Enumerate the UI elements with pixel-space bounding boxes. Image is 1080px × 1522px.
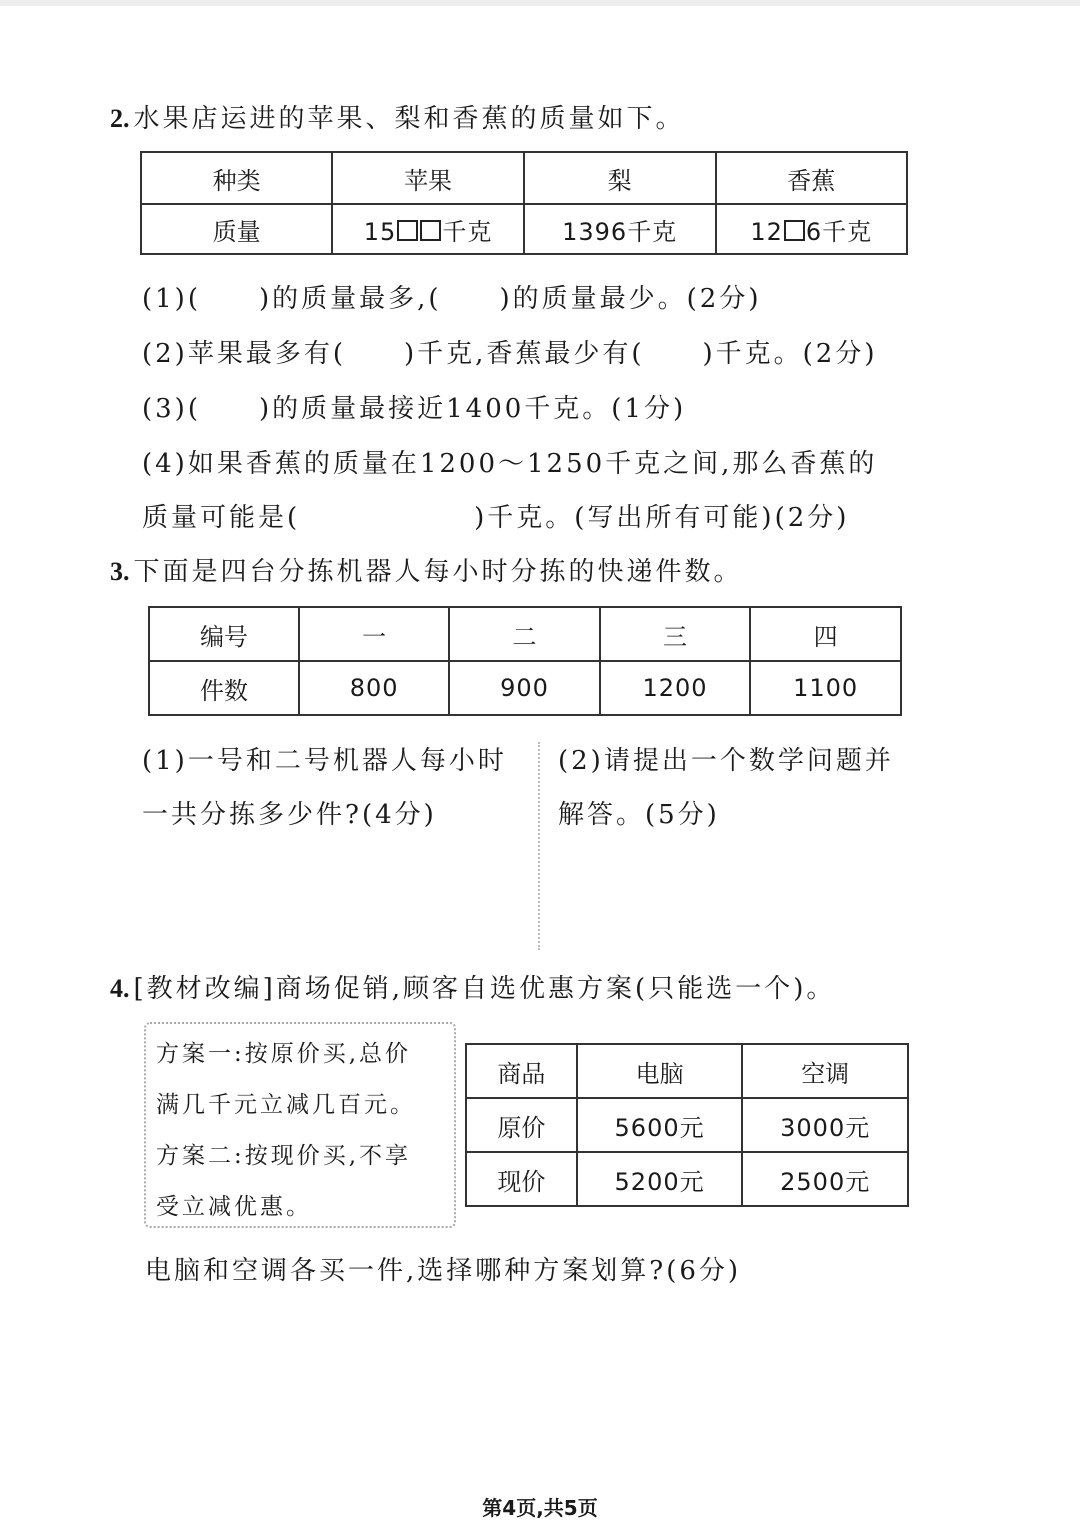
q3-sub2-line1: (2)请提出一个数学问题并 xyxy=(558,746,894,776)
q2-sub4-line2: 质量可能是( )千克。(写出所有可能)(2分) xyxy=(142,503,850,533)
table-cell: 原价 xyxy=(466,1098,577,1152)
q3-heading xyxy=(110,551,743,588)
table-row xyxy=(466,1044,908,1098)
banana-mass-prefix: 12 xyxy=(750,217,783,246)
blank-digit-box xyxy=(420,220,441,241)
table-cell: 件数 xyxy=(149,661,299,715)
plan-line: 方案二:按现价买,不享 xyxy=(156,1143,412,1169)
banana-mass-cell xyxy=(716,204,907,254)
q2-fruit-table xyxy=(140,151,908,255)
table-row xyxy=(149,607,901,661)
q3-sub1-line2: 一共分拣多少件?(4分) xyxy=(142,800,437,830)
table-cell: 梨 xyxy=(524,152,716,204)
banana-mass-suffix: 6千克 xyxy=(805,217,873,246)
table-cell: 编号 xyxy=(149,607,299,661)
table-cell: 三 xyxy=(600,607,751,661)
pear-mass-cell: 1396千克 xyxy=(524,204,716,254)
q3-sub1-line1: (1)一号和二号机器人每小时 xyxy=(142,746,507,776)
table-cell: 商品 xyxy=(466,1044,577,1098)
q4-price-table xyxy=(465,1043,909,1207)
table-cell: 电脑 xyxy=(577,1044,743,1098)
table-cell: 1200 xyxy=(600,661,751,715)
table-cell: 四 xyxy=(750,607,901,661)
q4-number: 4. xyxy=(110,974,130,1003)
page-number: 第4页,共5页 xyxy=(482,1496,598,1520)
table-cell: 一 xyxy=(299,607,449,661)
q3-title: 下面是四台分拣机器人每小时分拣的快递件数。 xyxy=(133,557,743,587)
q2-title: 水果店运进的苹果、梨和香蕉的质量如下。 xyxy=(133,104,685,134)
plan-line: 受立减优惠。 xyxy=(156,1194,312,1220)
table-cell: 二 xyxy=(449,607,599,661)
apple-mass-unit: 千克 xyxy=(442,217,493,246)
q2-sub3: (3)( )的质量最接近1400千克。(1分) xyxy=(142,394,687,424)
table-row xyxy=(141,152,907,204)
table-cell: 3000元 xyxy=(742,1098,908,1152)
q4-heading xyxy=(110,968,835,1005)
answer-divider xyxy=(538,742,540,950)
table-cell: 2500元 xyxy=(742,1152,908,1206)
table-cell: 900 xyxy=(449,661,599,715)
q2-heading xyxy=(110,98,685,135)
blank-digit-box xyxy=(784,220,805,241)
table-cell: 5600元 xyxy=(577,1098,743,1152)
q4-question: 电脑和空调各买一件,选择哪种方案划算?(6分) xyxy=(145,1256,742,1286)
table-cell: 苹果 xyxy=(332,152,523,204)
table-cell: 香蕉 xyxy=(716,152,907,204)
table-row xyxy=(141,204,907,254)
apple-mass-prefix: 15 xyxy=(363,217,397,246)
q3-robot-table xyxy=(148,606,902,716)
q2-number: 2. xyxy=(110,104,130,133)
table-cell: 质量 xyxy=(141,204,332,254)
table-cell: 800 xyxy=(299,661,449,715)
table-row xyxy=(149,661,901,715)
table-cell: 5200元 xyxy=(577,1152,743,1206)
table-cell: 种类 xyxy=(141,152,332,204)
q2-sub4-line1: (4)如果香蕉的质量在1200～1250千克之间,那么香蕉的 xyxy=(142,449,878,479)
table-cell: 空调 xyxy=(742,1044,908,1098)
apple-mass-cell xyxy=(332,204,523,254)
blank-digit-box xyxy=(397,220,418,241)
plan-line: 满几千元立减几百元。 xyxy=(156,1092,416,1118)
q2-sub2: (2)苹果最多有( )千克,香蕉最少有( )千克。(2分) xyxy=(142,339,878,369)
table-cell: 现价 xyxy=(466,1152,577,1206)
table-cell: 1100 xyxy=(750,661,901,715)
page-top-edge xyxy=(0,0,1080,6)
table-row xyxy=(466,1098,908,1152)
q3-sub2-line2: 解答。(5分) xyxy=(558,800,720,830)
q2-sub1: (1)( )的质量最多,( )的质量最少。(2分) xyxy=(142,284,762,314)
table-row xyxy=(466,1152,908,1206)
q4-title: [教材改编]商场促销,顾客自选优惠方案(只能选一个)。 xyxy=(133,974,836,1004)
plan-line: 方案一:按原价买,总价 xyxy=(156,1041,412,1067)
q3-number: 3. xyxy=(110,557,130,586)
